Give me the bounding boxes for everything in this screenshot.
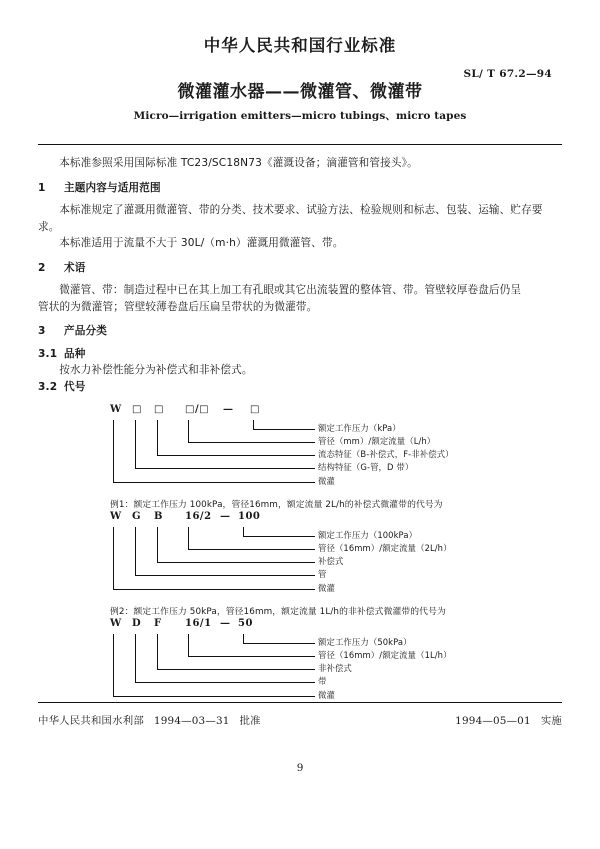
leader-label-3: 流态特征（B-补偿式，F-非补偿式）: [318, 449, 454, 459]
code-token-1: W: [110, 618, 122, 629]
section-number: 1: [38, 181, 46, 194]
code-token-5: —: [220, 511, 231, 522]
code-diagram-example2: [110, 619, 540, 706]
page-number: 9: [296, 762, 304, 774]
section1-paragraph1: 本标准规定了灌溉用微灌管、带的分类、技术要求、试验方法、检验规则和标志、包装、运输、贮存要: [59, 204, 543, 216]
leader-lines-example2: [110, 634, 540, 706]
code-token-3: □: [154, 404, 164, 415]
english-title: Micro—irrigation emitters—micro tubings、micro tapes: [133, 109, 467, 122]
document-header: [0, 36, 600, 123]
effective-date: 1994—05—01: [455, 715, 531, 727]
issuing-authority: 中华人民共和国水利部: [38, 715, 144, 727]
leader-label-1: 额定工作压力（100kPa）: [318, 530, 418, 540]
section-number: 2: [38, 261, 46, 274]
section-title: 术语: [64, 261, 86, 274]
national-standard-title: 中华人民共和国行业标准: [203, 36, 397, 55]
code-diagram-example1: [110, 512, 540, 599]
code-token-5: —: [223, 404, 234, 415]
code-token-3: B: [154, 511, 163, 522]
leader-label-2: 管径（16mm）/额定流量（1L/h）: [318, 650, 452, 660]
section-title: 产品分类: [64, 325, 107, 337]
section-number: 3.1: [38, 347, 58, 360]
code-token-2: □: [132, 404, 142, 415]
example1-heading: 例1：额定工作压力 100kPa，管径16mm，额定流量 2L/h的补偿式微灌带的代号为: [110, 500, 443, 510]
example2-heading: 例2：额定工作压力 50kPa，管径16mm，额定流量 1L/h的非补偿式微灌带的代号为: [110, 607, 446, 617]
leader-label-3: 非补偿式: [318, 663, 352, 673]
section-heading-2: [38, 260, 562, 277]
footer-divider: [38, 702, 562, 703]
section-number: 3.2: [38, 380, 58, 393]
page-title: 微灌灌水器——微灌管、微灌带: [177, 81, 423, 102]
code-token-row: [110, 619, 540, 634]
leader-label-4: 带: [318, 676, 327, 686]
section-heading-1: [38, 180, 562, 197]
section2-paragraph1: 微灌管、带：制造过程中已在其上加工有孔眼或其它出流装置的整体管、带。管壁较厚卷盘后仍呈: [59, 284, 522, 296]
code-token-4: 16/1: [185, 618, 212, 629]
document-body: [38, 155, 562, 706]
section-title: 代号: [64, 380, 86, 393]
code-token-4: 16/2: [185, 511, 212, 522]
leader-lines-example1: [110, 527, 540, 599]
leader-label-1: 额定工作压力（50kPa）: [318, 637, 412, 647]
approval-date: 1994—03—31: [153, 715, 230, 727]
code-token-4: □/□: [185, 404, 210, 415]
document-footer: [38, 712, 562, 727]
section2-paragraph1-cont: 管状的为微灌管；管壁较薄卷盘后压扁呈带状的为微灌带。: [38, 300, 318, 313]
leader-label-2: 管径（16mm）/额定流量（2L/h）: [318, 543, 452, 553]
code-token-6: 50: [238, 618, 253, 629]
standard-number: SL/ T 67.2—94: [463, 68, 552, 80]
section1-paragraph1-cont: 求。: [38, 220, 60, 233]
code-token-2: G: [132, 511, 142, 522]
code-token-2: D: [132, 618, 142, 629]
leader-label-5: 微灌: [318, 476, 335, 486]
code-token-5: —: [220, 618, 231, 629]
section1-paragraph2: 本标准适用于流量不大于 30L/（m·h）灌溉用微灌管、带。: [59, 237, 344, 249]
section-heading-3-2: [38, 379, 562, 396]
intro-paragraph: 本标准参照采用国际标准 TC23/SC18N73《灌溉设备；滴灌管和管接头》。: [59, 157, 418, 169]
effective-label: 实施: [540, 715, 562, 727]
header-divider: [38, 144, 562, 145]
footer-left: [38, 712, 261, 727]
section-heading-3-1: [38, 346, 562, 363]
code-token-6: 100: [238, 511, 261, 522]
section3-1-paragraph: 按水力补偿性能分为补偿式和非补偿式。: [59, 364, 253, 376]
leader-label-5: 微灌: [318, 583, 335, 593]
section-title: 主题内容与适用范围: [64, 181, 161, 194]
leader-label-1: 额定工作压力（kPa）: [318, 423, 401, 433]
leader-label-3: 补偿式: [318, 556, 344, 566]
footer-right: [455, 712, 562, 727]
section-heading-3: [38, 323, 562, 340]
code-token-1: W: [110, 404, 122, 415]
leader-label-5: 微灌: [318, 690, 335, 700]
code-token-6: □: [250, 404, 260, 415]
code-token-1: W: [110, 511, 122, 522]
section-number: 3: [38, 325, 46, 337]
leader-label-4: 结构特征（G-管，D 带）: [318, 462, 414, 472]
code-token-3: F: [154, 618, 162, 629]
approval-label: 批准: [239, 715, 261, 727]
section-title: 品种: [64, 347, 86, 360]
leader-label-2: 管径（mm）/额定流量（L/h）: [318, 436, 436, 446]
code-diagram-generic: [110, 405, 540, 492]
leader-label-4: 管: [318, 569, 327, 579]
code-token-row: [110, 405, 540, 420]
leader-lines-generic: [110, 420, 540, 492]
code-token-row: [110, 512, 540, 527]
